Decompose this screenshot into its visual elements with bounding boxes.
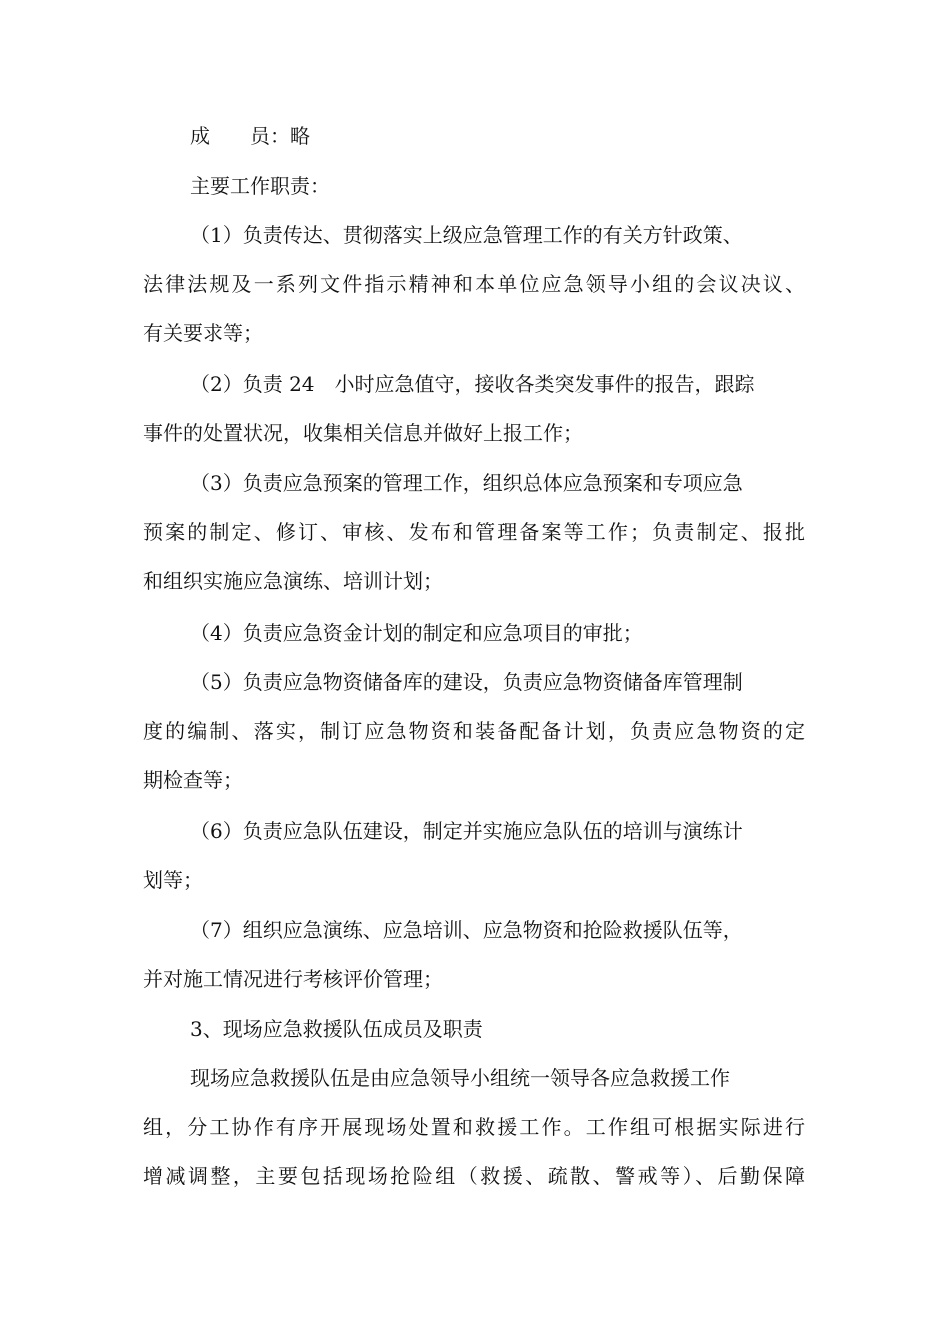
- item1-line2: 法律法规及一系列文件指示精神和本单位应急领导小组的会议决议、: [143, 272, 805, 296]
- item7-line2: 并对施工情况进行考核评价管理；: [143, 967, 443, 991]
- item7-line1: （7）组织应急演练、应急培训、应急物资和抢险救援队伍等，: [190, 918, 743, 942]
- item3-line2: 预案的制定、修订、审核、发布和管理备案等工作；负责制定、报批: [143, 520, 805, 544]
- item5-line2: 度的编制、落实，制订应急物资和装备配备计划，负责应急物资的定: [143, 719, 805, 743]
- members-line: 成 员：略: [190, 124, 310, 148]
- item5-line1: （5）负责应急物资储备库的建设，负责应急物资储备库管理制: [190, 670, 743, 694]
- section3-para-line3: 增减调整，主要包括现场抢险组（救援、疏散、警戒等）、后勤保障: [143, 1164, 805, 1188]
- item1-line1: （1）负责传达、贯彻落实上级应急管理工作的有关方针政策、: [190, 223, 743, 247]
- item2-line2: 事件的处置状况，收集相关信息并做好上报工作；: [143, 421, 583, 445]
- item4-line1: （4）负责应急资金计划的制定和应急项目的审批；: [190, 621, 643, 645]
- item2-line1: （2）负责 24 小时应急值守，接收各类突发事件的报告，跟踪: [190, 372, 755, 396]
- item5-line3: 期检查等；: [143, 768, 243, 792]
- item3-line1: （3）负责应急预案的管理工作，组织总体应急预案和专项应急: [190, 471, 743, 495]
- item1-line3: 有关要求等；: [143, 321, 263, 345]
- section3-para-line2: 组，分工协作有序开展现场处置和救援工作。工作组可根据实际进行: [143, 1115, 805, 1139]
- section3-para-line1: 现场应急救援队伍是由应急领导小组统一领导各应急救援工作: [190, 1066, 730, 1090]
- section3-heading: 3、现场应急救援队伍成员及职责: [190, 1017, 483, 1041]
- duties-heading: 主要工作职责：: [190, 174, 330, 198]
- item6-line2: 划等；: [143, 868, 203, 892]
- item6-line1: （6）负责应急队伍建设，制定并实施应急队伍的培训与演练计: [190, 819, 743, 843]
- item3-line3: 和组织实施应急演练、培训计划；: [143, 569, 443, 593]
